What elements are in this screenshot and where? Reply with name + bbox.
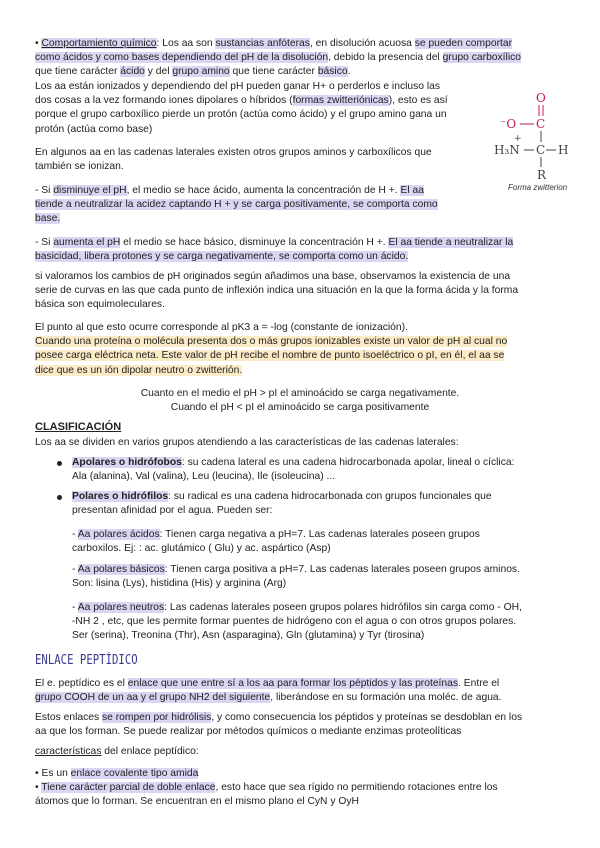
highlight: enlace que une entre sí a los aa para formar los péptidos y las proteínas: [127, 678, 459, 689]
line: [35, 691, 565, 705]
plus-sign: +: [514, 134, 522, 144]
highlight: se pueden comportar: [414, 38, 513, 49]
text: -: [72, 602, 78, 613]
heading-enlace-peptidico: ENLACE PEPTÍDICO: [35, 653, 138, 668]
text: Estos enlaces: [35, 712, 102, 723]
text: , liberándose en su formación una moléc. de agua.: [270, 692, 502, 704]
line: [72, 528, 567, 542]
highlight: Aa polares neutros: [77, 602, 165, 613]
line: [35, 94, 505, 108]
line: [72, 456, 567, 470]
line: El punto al que esto ocurre corresponde al pK3 a = -log (constante de ionización).: [35, 322, 408, 333]
item-polares-neutros: [72, 601, 567, 644]
highlight: Aa polares ácidos: [77, 529, 160, 540]
caracteristicas-list: [35, 767, 565, 810]
line: presentan afinidad por el agua. Pueden ser:: [72, 505, 273, 517]
text: : Tienen carga positiva a pH=7. Las cadenas laterales poseen grupos aminos.: [164, 564, 520, 575]
text: , debido la presencia del: [328, 52, 443, 64]
alpha-carbon-label: C: [536, 143, 546, 157]
text: El e. peptídico es el: [35, 678, 128, 689]
highlight: básico: [317, 66, 348, 78]
highlight: grupo amino: [172, 66, 230, 78]
text: : Las cadenas laterales poseen grupos polares hidrófilos sin carga como - OH,: [164, 602, 522, 613]
paragraph-enlace-definicion: [35, 677, 565, 705]
line: [35, 236, 565, 250]
list-item: [35, 767, 565, 781]
highlight: posee carga eléctrica neta. Este valor de pH recibe el nombre de punto isoeléctrico o pI, en él, el aa se: [35, 350, 505, 362]
item-polares-acidos: [72, 528, 567, 556]
line: [35, 212, 505, 226]
highlight: se rompen por hidrólisis: [101, 712, 212, 723]
line: serie de curvas en las que cada punto de inflexión indica una situación en la que la forma ácida y la forma: [35, 285, 519, 297]
text: que tiene carácter: [35, 66, 121, 78]
line: porque el grupo carboxílico pierde un protón (actúa como ácido) y el grupo amino gana un: [35, 109, 447, 121]
line: [35, 349, 565, 363]
text: - Si: [35, 185, 54, 196]
line: protón (actúa como base): [35, 123, 153, 135]
heading-clasificacion: CLASIFICACIÓN: [35, 421, 122, 433]
paragraph-comportamiento: [35, 37, 565, 80]
text: y del: [144, 66, 173, 78]
text: , y como consecuencia los péptidos y proteínas se desdoblan en los: [211, 712, 523, 723]
highlight: grupo carboxílico: [442, 52, 521, 64]
highlight: como ácidos y como bases dependiendo del pH de la disolución: [35, 52, 329, 64]
paragraph-cadenas-laterales: [35, 146, 505, 174]
text: : Tienen carga negativa a pH=7. Las cadenas laterales poseen grupos: [159, 529, 480, 540]
paragraph-punto-isoelectrico: [35, 321, 565, 378]
text: : Los aa son: [156, 38, 216, 49]
highlight: dice que es un ión dipolar neutro o zwitterión.: [35, 364, 243, 376]
line: básica son equimoleculares.: [35, 299, 165, 311]
bullet-apolares: [57, 461, 62, 466]
line: [35, 677, 565, 691]
highlight: Polares o hidrófilos: [72, 491, 169, 502]
paragraph-ionizados: [35, 80, 505, 137]
text: , esto hace que sea rígido no permitiendo rotaciones entre los: [215, 782, 498, 794]
line: Son: lisina (Lys), histidina (His) y arginina (Arg): [72, 578, 287, 590]
highlight: tiende a neutralizar la acidez captando H + y se carga positivamente, se comporta como: [35, 199, 438, 211]
paragraph-valoramos: [35, 270, 565, 313]
text: -: [72, 564, 78, 575]
highlight: sustancias anfóteras: [215, 38, 310, 49]
highlight: disminuye el pH: [53, 185, 127, 196]
line: Ala (alanina), Val (valina), Leu (leucina), Ile (isoleucina) ...: [72, 471, 336, 483]
text: • Es un: [35, 768, 71, 779]
line: también se ionizan.: [35, 161, 124, 173]
paragraph-hidrolisis: [35, 711, 565, 739]
text: : su cadena lateral es una cadena hidrocarbonada apolar, lineal o cíclica:: [181, 457, 515, 468]
caracteristicas-heading: [35, 745, 199, 759]
highlight: ácido: [120, 66, 145, 78]
figure-caption: Forma zwitterion: [508, 183, 568, 192]
highlight: enlace covalente tipo amida: [70, 768, 199, 779]
zwitterion-figure: [492, 84, 592, 196]
line: [35, 335, 565, 349]
highlight: Aa polares básicos: [77, 564, 165, 575]
zwitterion-structure: [492, 84, 592, 196]
line: [35, 51, 565, 65]
carboxyl-carbon-label: C: [536, 117, 546, 131]
text: dos cosas a la vez formando iones dipolares o híbridos (: [35, 95, 293, 107]
line: [72, 601, 567, 615]
text: •: [35, 782, 42, 794]
text: , el medio se hace ácido, aumenta la concentración de H +.: [126, 185, 401, 196]
text: . Entre el: [458, 678, 500, 689]
oxygen-minus-label: ⁻O: [500, 117, 517, 131]
line: aa que los forman. Se puede realizar por métodos químicos o mediante enzimas proteolíticas: [35, 726, 462, 738]
text: -: [72, 529, 78, 540]
term-comportamiento: Comportamiento químico: [41, 38, 157, 49]
highlight: Tiene carácter parcial de doble enlace: [41, 782, 216, 794]
line: [35, 184, 505, 198]
r-group-label: R: [537, 168, 547, 182]
item-apolares: [72, 456, 567, 484]
highlight: formas zwitteriónicas: [292, 95, 389, 107]
paragraph-aumenta-ph: [35, 236, 565, 264]
text: , en disolución acuosa: [309, 38, 415, 49]
bullet-polares: [57, 495, 62, 500]
line: En algunos aa en las cadenas laterales existen otros grupos aminos y carboxílicos que: [35, 147, 432, 158]
line: [35, 250, 565, 264]
text: que tiene carácter: [229, 66, 318, 78]
item-polares-basicos: [72, 563, 567, 591]
text: : su radical es una cadena hidrocarbonada con grupos funcionales que: [168, 491, 492, 502]
item-polares: [72, 490, 567, 518]
highlight: basicidad, libera protones y se carga negativamente, se comporta como un ácido.: [35, 251, 409, 263]
highlight: El aa tiende a neutralizar la: [388, 237, 514, 248]
line: átomos que lo forman. Se encuentran en el mismo plano el CyN y OyH: [35, 796, 359, 808]
paragraph-disminuye-ph: [35, 184, 505, 227]
highlight: base.: [35, 213, 61, 225]
line: [35, 65, 565, 79]
line: Cuando el pH < pI el aminoácido se carga positivamente: [170, 402, 430, 414]
highlight: El aa: [400, 185, 424, 196]
list-item: [35, 781, 565, 795]
line: carboxilos. Ej: : ac. glutámico ( Glu) y ac. aspártico (Asp): [72, 543, 331, 555]
line: [72, 490, 567, 504]
paragraph-carga: [35, 387, 565, 415]
line: -NH 2 , etc, que les permite formar puentes de hidrógeno con el agua o con otros grupos polares.: [72, 616, 517, 628]
oxygen-top-label: O: [536, 91, 546, 105]
line: [35, 37, 565, 51]
line: Los aa están ionizados y dependiendo del pH pueden ganar H+ o perderlos e incluso las: [35, 81, 441, 92]
line: [72, 563, 567, 577]
text: .: [347, 66, 351, 78]
highlight: Apolares o hidrófobos: [72, 457, 182, 468]
line: [35, 711, 565, 725]
line: [35, 198, 505, 212]
line: [35, 364, 565, 378]
text: el medio se hace básico, disminuye la concentración H +.: [120, 237, 389, 248]
bullet: •: [35, 38, 39, 49]
text: ), esto es así: [388, 95, 448, 107]
highlight: Cuando una proteína o molécula presenta dos o más grupos ionizables existe un valor de pH al cual no: [35, 336, 508, 348]
line: Cuanto en el medio el pH > pI el aminoácido se carga negativamente.: [140, 388, 460, 399]
line: Ser (serina), Treonina (Thr), Asn (asparagina), Gln (glutamina) y Tyr (tirosina): [72, 630, 425, 642]
text: del enlace peptídico:: [101, 746, 199, 757]
text: - Si: [35, 237, 54, 248]
underlined-term: características: [35, 746, 102, 757]
hydrogen-label: H: [558, 143, 569, 157]
highlight: grupo COOH de un aa y el grupo NH2 del siguiente: [35, 692, 271, 704]
line: si valoramos los cambios de pH originados según añadimos una base, observamos la existencia de una: [35, 271, 511, 282]
clasificacion-intro: Los aa se dividen en varios grupos atendiendo a las características de las cadenas laterales:: [35, 437, 459, 448]
highlight: aumenta el pH: [53, 237, 121, 248]
amino-group-label: H₃N: [494, 143, 520, 157]
